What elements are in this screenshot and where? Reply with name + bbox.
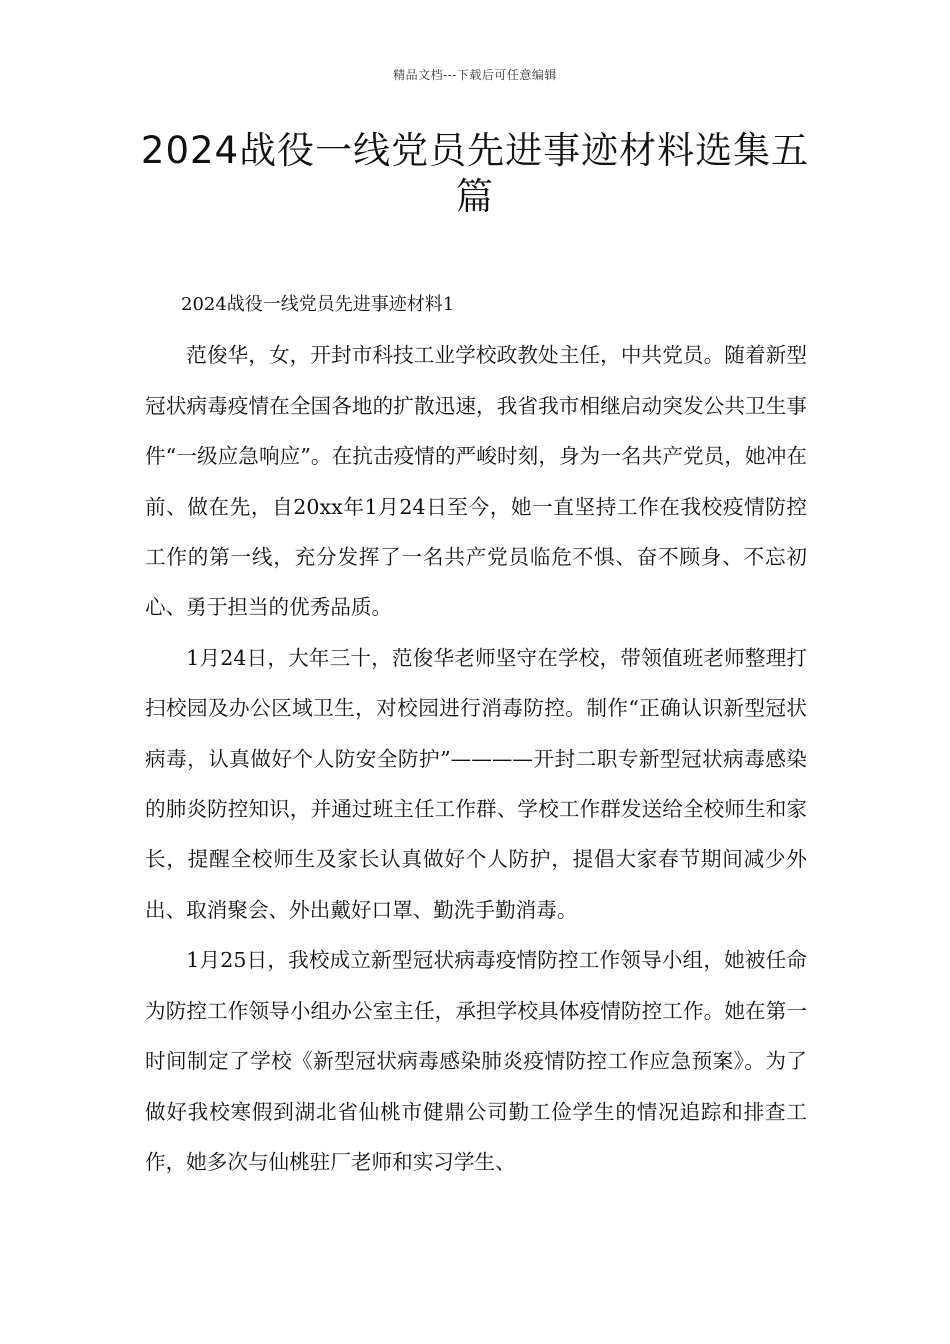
- section-subtitle: 2024战役一线党员先进事迹材料1: [181, 294, 455, 315]
- paragraph-2: 1月24日，大年三十，范俊华老师坚守在学校，带领值班老师整理打扫校园及办公区域卫生，对校园进行消毒防控。制作“正确认识新型冠状病毒，认真做好个人防安全防护”————开封二职专新型冠状病毒感染的肺炎防控知识，并通过班主任工作群、学校工作群发送给全校师生和家长，提醒全校师生及家长认真做好个人防护，提倡大家春节期间减少外出、取消聚会、外出戴好口罩、勤洗手勤消毒。: [145, 645, 807, 922]
- paragraph-1: 范俊华，女，开封市科技工业学校政教处主任，中共党员。随着新型冠状病毒疫情在全国各地的扩散迅速，我省我市相继启动突发公共卫生事件“一级应急响应”。在抗击疫情的严峻时刻，身为一名共产党员，她冲在前、做在先，自20xx年1月24日至今，她一直坚持工作在我校疫情防控工作的第一线，充分发挥了一名共产党员临危不惧、奋不顾身、不忘初心、勇于担当的优秀品质。: [145, 343, 807, 620]
- page-header-watermark: 精品文档---下载后可任意编辑: [393, 68, 557, 82]
- paragraph-3: 1月25日，我校成立新型冠状病毒疫情防控工作领导小组，她被任命为防控工作领导小组办公室主任，承担学校具体疫情防控工作。她在第一时间制定了学校《新型冠状病毒感染肺炎疫情防控工作应急预案》。为了做好我校寒假到湖北省仙桃市健鼎公司勤工俭学生的情况追踪和排查工作，她多次与仙桃驻厂老师和实习学生、: [145, 948, 807, 1174]
- document-title: 2024战役一线党员先进事迹材料选集五篇: [140, 129, 810, 218]
- document-body: [145, 280, 807, 1187]
